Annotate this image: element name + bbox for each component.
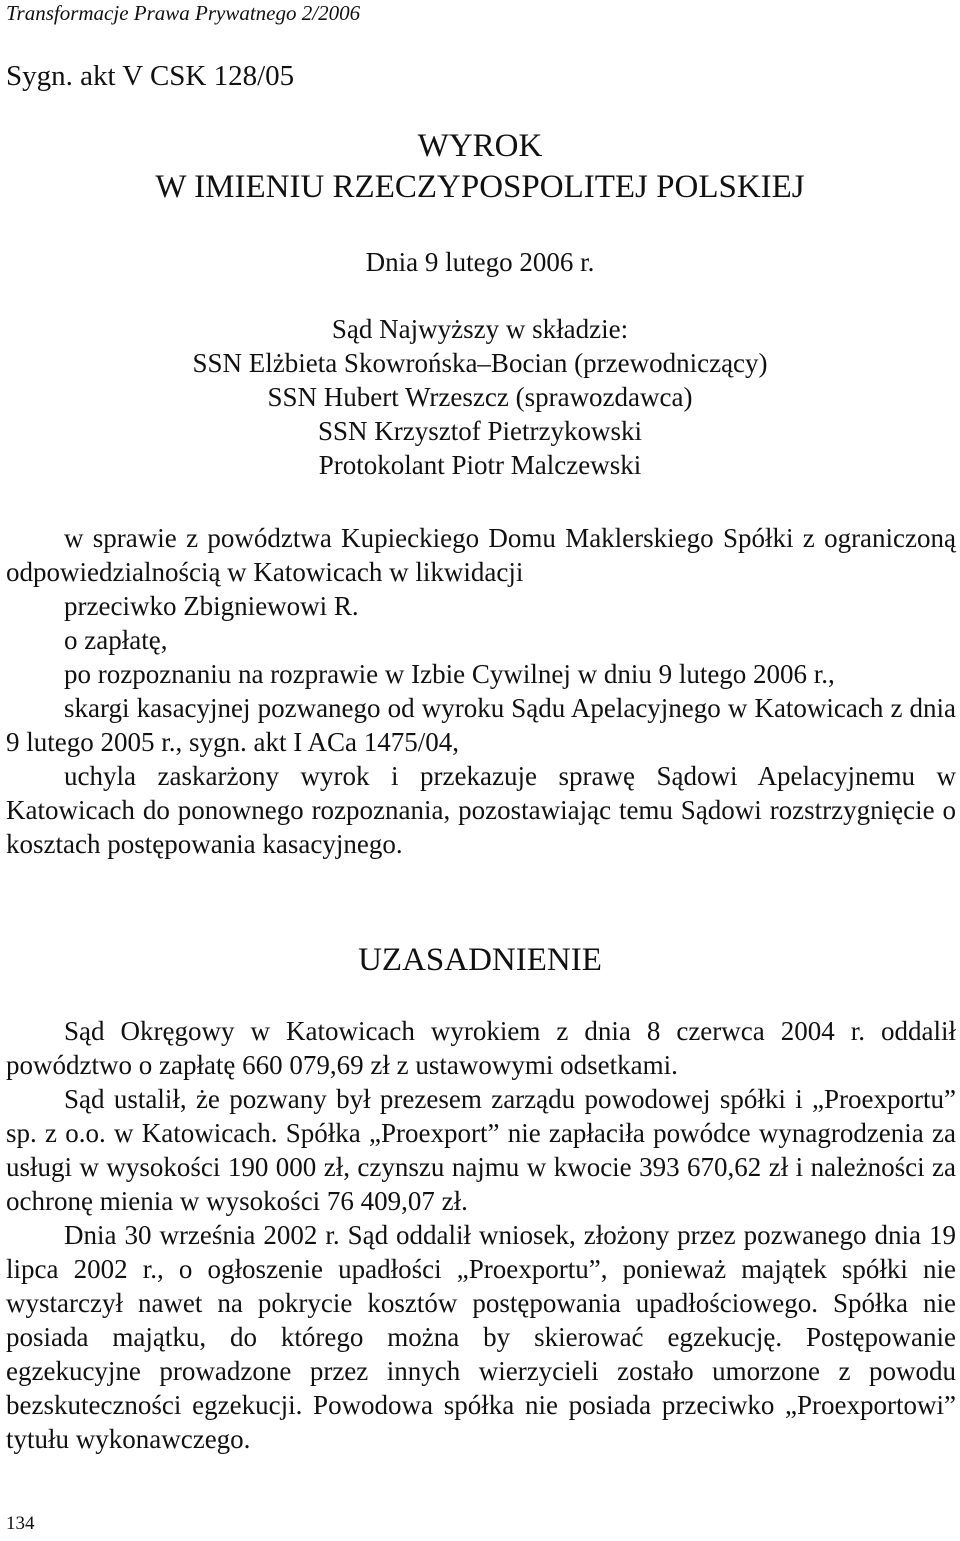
justification-heading: UZASADNIENIE xyxy=(358,942,602,978)
court-line: Protokolant Piotr Malczewski xyxy=(318,450,642,480)
court-line: SSN Krzysztof Pietrzykowski xyxy=(318,416,642,446)
justification-paragraph: Sąd ustalił, że pozwany był prezesem zarządu powodowej spółki i „Proexportu” sp. z o.o. w Katowicach. Spółka „Proexport” nie zapłaciła powódce wynagrodzenia za usługi w wysokości 190 000 zł, czynszu najmu w kwocie 393 670,62 zł i należności za ochronę mienia w wysokości 76 409,07 zł. xyxy=(6,1084,956,1216)
case-signature: Sygn. akt V CSK 128/05 xyxy=(6,60,295,92)
operative-paragraph: po rozpoznaniu na rozprawie w Izbie Cywilnej w dniu 9 lutego 2006 r., xyxy=(64,659,835,689)
justification-body xyxy=(6,1014,956,1456)
judgment-subtitle: W IMIENIU RZECZYPOSPOLITEJ POLSKIEJ xyxy=(155,169,805,205)
court-composition xyxy=(0,312,960,482)
justification-paragraph: Sąd Okręgowy w Katowicach wyrokiem z dnia 8 czerwca 2004 r. oddalił powództwo o zapłatę 660 079,69 zł z ustawowymi odsetkami. xyxy=(6,1016,956,1080)
court-line: SSN Hubert Wrzeszcz (sprawozdawca) xyxy=(267,382,693,412)
operative-paragraph: uchyla zaskarżony wyrok i przekazuje sprawę Sądowi Apelacyjnemu w Katowicach do ponownego rozpoznania, pozostawiając temu Sądowi rozstrzygnięcie o kosztach postępowania kasacyjnego. xyxy=(6,761,956,859)
court-line: Sąd Najwyższy w składzie: xyxy=(331,314,629,344)
page-number: 134 xyxy=(6,1513,35,1534)
operative-paragraph: w sprawie z powództwa Kupieckiego Domu Maklerskiego Spółki z ograniczoną odpowiedzialnością w Katowicach w likwidacji xyxy=(6,523,956,587)
judgment-date: Dnia 9 lutego 2006 r. xyxy=(365,247,595,277)
operative-part xyxy=(6,521,956,861)
judgment-title: WYROK xyxy=(417,128,543,164)
court-line: SSN Elżbieta Skowrońska–Bocian (przewodniczący) xyxy=(192,348,768,378)
journal-header: Transformacje Prawa Prywatnego 2/2006 xyxy=(6,1,361,25)
operative-paragraph: skargi kasacyjnej pozwanego od wyroku Sądu Apelacyjnego w Katowicach z dnia 9 lutego 2005 r., sygn. akt I ACa 1475/04, xyxy=(6,693,956,757)
justification-paragraph: Dnia 30 września 2002 r. Sąd oddalił wniosek, złożony przez pozwanego dnia 19 lipca 2002 r., o ogłoszenie upadłości „Proexportu”, ponieważ majątek spółki nie wystarczył nawet na pokrycie kosztów postępowania upadłościowego. Spółka nie posiada majątku, do którego można by skierować egzekucję. Postępowanie egzekucyjne prowadzone przez innych wierzycieli zostało umorzone z powodu bezskuteczności egzekucji. Powodowa spółka nie posiada przeciwko „Proexportowi” tytułu wykonawczego. xyxy=(6,1220,956,1454)
operative-paragraph: przeciwko Zbigniewowi R. xyxy=(64,591,359,621)
operative-paragraph: o zapłatę, xyxy=(64,625,168,655)
